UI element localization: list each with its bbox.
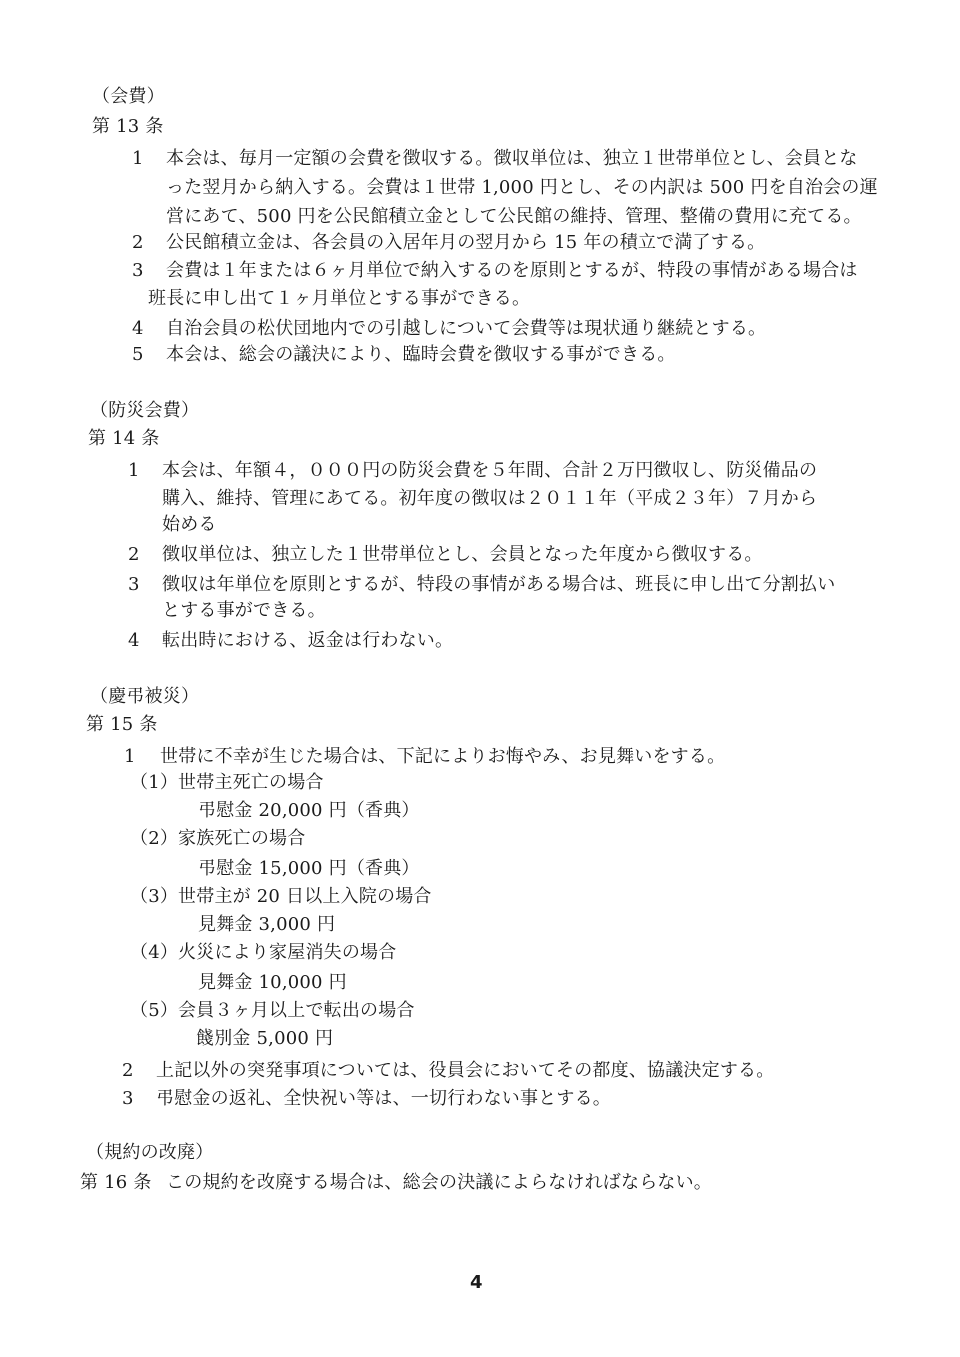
case-4-amount: 見舞金 10,000 円 [198,972,347,993]
article-14-item-3-num: 3 [128,574,140,595]
article-15-item-3-text: 弔慰金の返礼、全快祝い等は、一切行わない事とする。 [156,1088,611,1109]
article-16-text: この規約を改廃する場合は、総会の決議によらなければならない。 [166,1172,712,1193]
article-13-item-2-num: 2 [132,232,144,253]
article-14-item-1-line-1: 本会は、年額４，０００円の防災会費を５年間、合計２万円徴収し、防災備品の [162,460,818,481]
article-13-item-1-line-3: 営にあて、500 円を公民館積立金として公民館の維持、管理、整備の費用に充てる。 [166,206,862,227]
section-14-heading: （防災会費） [90,400,200,421]
article-15: 第 15 条 [86,714,158,735]
case-2-label: （2）家族死亡の場合 [130,828,306,849]
case-1-amount: 弔慰金 20,000 円（香典） [198,800,420,821]
article-13: 第 13 条 [92,116,164,137]
article-14-item-3-line-2: とする事ができる。 [162,600,326,621]
article-13-item-1-line-1: 本会は、毎月一定額の会費を徴収する。徴収単位は、独立１世帯単位とし、会員とな [166,148,858,169]
article-13-item-3-num: 3 [132,260,144,281]
article-14-item-2-num: 2 [128,544,140,565]
article-14-item-4-num: 4 [128,630,140,651]
article-15-item-1-num: 1 [124,746,136,767]
article-15-item-2-num: 2 [122,1060,134,1081]
case-4-label: （4）火災により家屋消失の場合 [130,942,397,963]
section-16-heading: （規約の改廃） [86,1142,214,1163]
article-13-item-1-line-2: った翌月から納入する。会費は１世帯 1,000 円とし、その内訳は 500 円を自治会の運 [166,177,878,198]
article-13-item-1-num: 1 [132,148,144,169]
case-3-label: （3）世帯主が 20 日以上入院の場合 [130,886,432,907]
article-15-item-2-text: 上記以外の突発事項については、役員会においてその都度、協議決定する。 [156,1060,775,1081]
article-16: 第 16 条 [80,1172,152,1193]
page-number: 4 [470,1272,483,1293]
article-14-item-1-line-2: 購入、維持、管理にあてる。初年度の徴収は２０１１年（平成２３年）７月から [162,488,818,509]
article-13-item-2-line-1: 公民館積立金は、各会員の入居年月の翌月から 15 年の積立で満了する。 [166,232,766,253]
article-14: 第 14 条 [88,428,160,449]
article-14-item-3-line-1: 徴収は年単位を原則とするが、特段の事情がある場合は、班長に申し出て分割払い [162,574,836,595]
section-13-heading: （会費） [92,86,165,107]
case-5-amount: 餞別金 5,000 円 [196,1028,334,1049]
article-13-item-4-num: 4 [132,318,144,339]
article-13-item-5-line-1: 本会は、総会の議決により、臨時会費を徴収する事ができる。 [166,344,676,365]
article-14-item-4-line-1: 転出時における、返金は行わない。 [162,630,454,651]
article-14-item-1-num: 1 [128,460,140,481]
case-5-label: （5）会員３ヶ月以上で転出の場合 [130,1000,415,1021]
article-13-item-3-line-1: 会費は１年または６ヶ月単位で納入するのを原則とするが、特段の事情がある場合は [166,260,858,281]
article-15-item-3-num: 3 [122,1088,134,1109]
article-13-item-5-num: 5 [132,344,144,365]
case-1-label: （1）世帯主死亡の場合 [130,772,324,793]
section-15-heading: （慶弔被災） [90,686,200,707]
article-14-item-2-line-1: 徴収単位は、独立した１世帯単位とし、会員となった年度から徴収する。 [162,544,763,565]
article-14-item-1-line-3: 始める [162,514,217,535]
article-13-item-4-line-1: 自治会員の松伏団地内での引越しについて会費等は現状通り継続とする。 [166,318,767,339]
case-3-amount: 見舞金 3,000 円 [198,914,336,935]
article-13-item-3-line-2: 班長に申し出て１ヶ月単位とする事ができる。 [148,288,531,309]
case-2-amount: 弔慰金 15,000 円（香典） [198,858,420,879]
article-15-item-1-text: 世帯に不幸が生じた場合は、下記によりお悔やみ、お見舞いをする。 [160,746,726,767]
